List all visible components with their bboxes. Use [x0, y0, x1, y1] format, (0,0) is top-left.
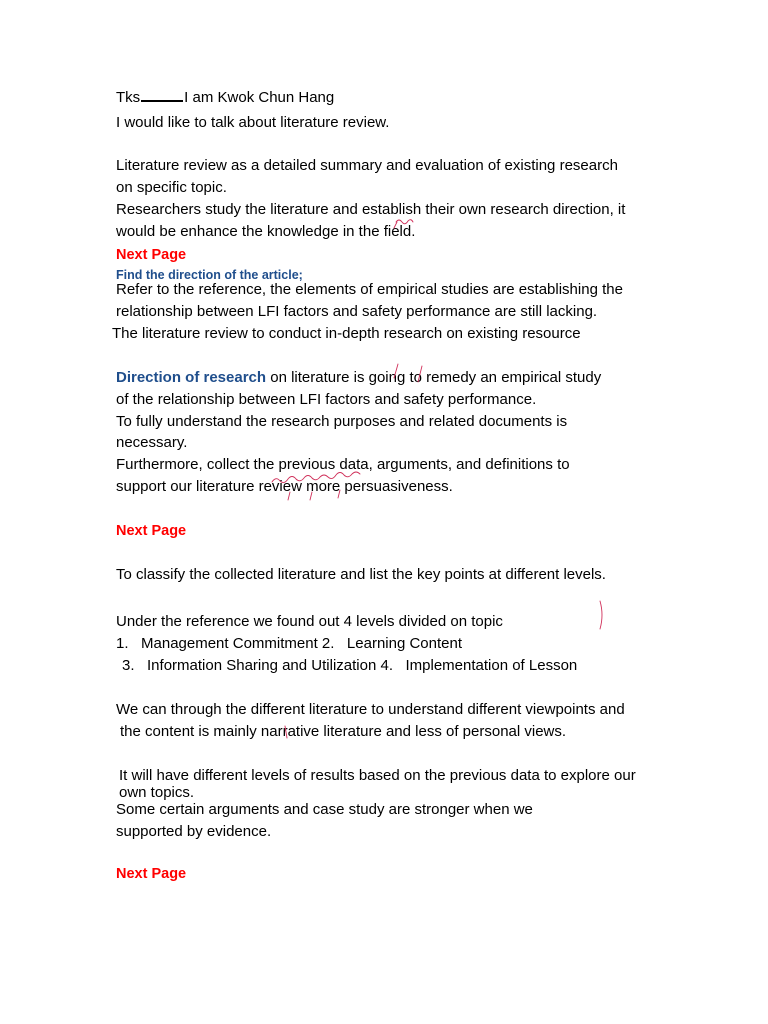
section3-line2: of the relationship between LFI factors and safety performance.: [116, 391, 537, 408]
section-subheading: Find the direction of the article;: [116, 268, 303, 282]
tks-text: Tks: [116, 89, 141, 106]
next-page-label: Next Page: [116, 523, 187, 539]
section2-line2: relationship between LFI factors and safety performance are still lacking.: [116, 303, 598, 320]
name-text: I am Kwok Chun Hang: [184, 89, 335, 106]
section4-line2: Under the reference we found out 4 levels divided on topic: [116, 613, 503, 630]
para1-line1: Literature review as a detailed summary and evaluation of existing research: [116, 157, 618, 174]
section2-line3: The literature review to conduct in-depth research on existing resource: [112, 325, 581, 342]
para1-line3: Researchers study the literature and establish their own research direction, it: [116, 201, 626, 218]
section4-line5: It will have different levels of results based on the previous data to explore our: [119, 767, 636, 784]
ink-bracket: [600, 601, 602, 629]
para1-line2: on specific topic.: [116, 179, 227, 196]
para1-line4: would be enhance the knowledge in the field.: [116, 223, 416, 240]
levels-row1: 1. Management Commitment 2. Learning Content: [116, 635, 463, 652]
section4-line4: the content is mainly narrative literature and less of personal views.: [120, 723, 567, 740]
section3-line4: necessary.: [116, 434, 188, 451]
section2-line1: Refer to the reference, the elements of empirical studies are establishing the: [116, 281, 623, 298]
section4-line3: We can through the different literature to understand different viewpoints and: [116, 701, 625, 718]
greeting-line: [116, 88, 334, 107]
topic-line: I would like to talk about literature review.: [116, 114, 390, 131]
levels-row2: 3. Information Sharing and Utilization 4. Implementation of Lesson: [122, 657, 578, 674]
section4-line1: To classify the collected literature and list the key points at different levels.: [116, 566, 606, 583]
section3-line3: To fully understand the research purposes and related documents is: [116, 413, 568, 430]
section4-line8: supported by evidence.: [116, 823, 272, 840]
blank-underline: [141, 88, 183, 102]
section3-line6: support our literature review more persuasiveness.: [116, 478, 453, 495]
section3-line1-rest: on literature is going to remedy an empirical study: [266, 369, 602, 386]
section4-line6: own topics.: [119, 784, 195, 801]
section4-line7: Some certain arguments and case study are stronger when we: [116, 801, 533, 818]
section3-line1: [116, 369, 601, 387]
section3-line5: Furthermore, collect the previous data, arguments, and definitions to: [116, 456, 570, 473]
next-page-label: Next Page: [116, 247, 187, 263]
direction-of-research-highlight: Direction of research: [116, 369, 267, 386]
next-page-label: Next Page: [116, 866, 187, 882]
